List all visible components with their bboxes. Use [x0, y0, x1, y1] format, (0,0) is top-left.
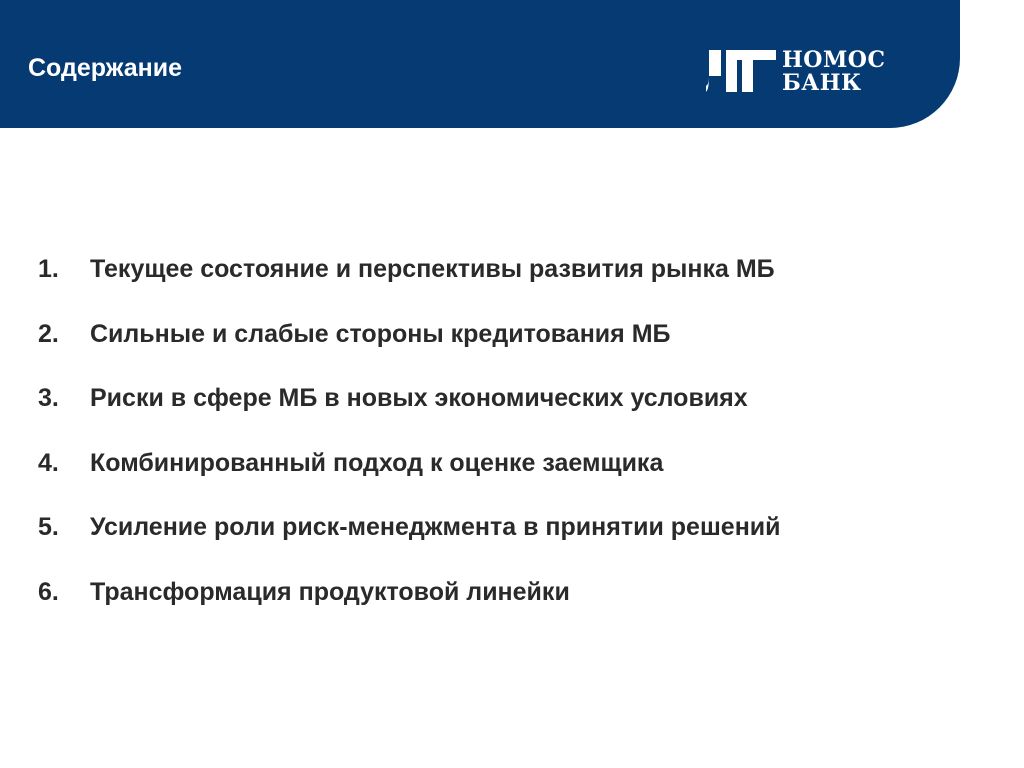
table-of-contents [0, 246, 1024, 634]
toc-item-text: Риски в сфере МБ в новых экономических условиях [90, 384, 748, 413]
toc-item-number: 5. [38, 513, 59, 542]
toc-item-text: Комбинированный подход к оценке заемщика [90, 448, 664, 477]
toc-item-number: 2. [38, 319, 59, 348]
page-title: Содержание [28, 54, 183, 82]
toc-item-number: 4. [38, 448, 59, 477]
toc-item-number: 1. [38, 255, 59, 283]
toc-item-number: 6. [38, 577, 59, 606]
logo-name-line1: НОМОС [782, 47, 886, 73]
toc-item-number: 3. [38, 384, 59, 413]
toc-item-text: Текущее состояние и перспективы развития рынка МБ [90, 255, 775, 283]
toc-item [0, 569, 1024, 634]
toc-item [0, 375, 1024, 440]
toc-item-text: Трансформация продуктовой линейки [90, 577, 570, 606]
toc-item-text: Усиление роли риск-менеджмента в принятии решений [90, 513, 781, 542]
toc-item [0, 504, 1024, 569]
bank-logo [706, 44, 906, 100]
toc-item [0, 246, 1024, 311]
toc-item [0, 440, 1024, 505]
toc-item-text: Сильные и слабые стороны кредитования МБ [90, 319, 671, 348]
logo-name-line2: БАНК [782, 70, 862, 96]
nomos-bank-logo-mark-icon [706, 46, 778, 96]
header-band [0, 0, 960, 128]
toc-item [0, 311, 1024, 376]
